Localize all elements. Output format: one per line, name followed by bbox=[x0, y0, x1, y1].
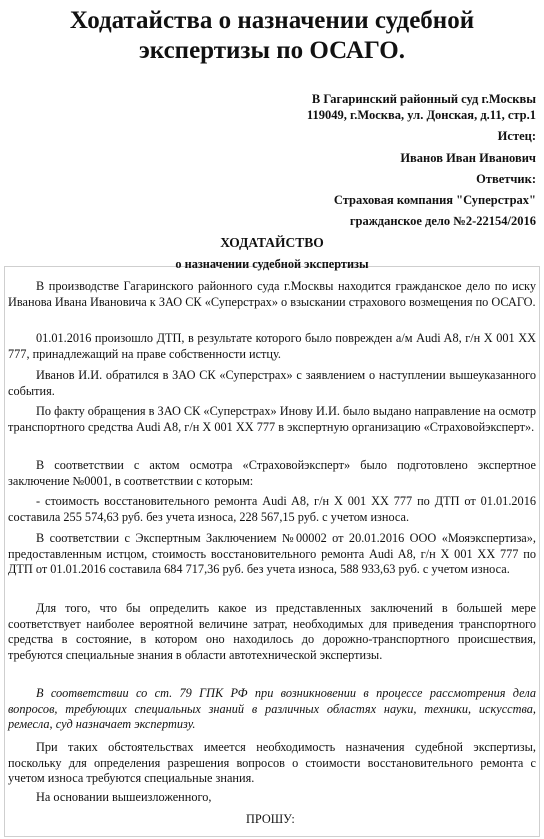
plaintiff-label: Истец: bbox=[497, 129, 536, 143]
paragraph: Иванов И.И. обратился в ЗАО СК «Суперстрах» с заявлением о наступлении вышеуказанного события. bbox=[8, 368, 536, 398]
court-name: В Гагаринский районный суд г.Москвы bbox=[311, 92, 536, 106]
paragraph: В производстве Гагаринского районного суда г.Москвы находится гражданское дело по иску Иванова Ивана Ивановича к ЗАО СК «Суперстрах» о взыскании страхового возмещения по ОСАГО. bbox=[8, 279, 536, 309]
paragraph: Для того, что бы определить какое из представленных заключений в большей мере соответствует наиболее вероятной величине затрат, необходимых для приведения транспортного средства в состояние, в котором оно находилось до дорожно-транспортного происшествия, требуются специальные знания в области автотехнической экспертизы. bbox=[8, 601, 536, 662]
page-title: Ходатайства о назначении судебной экспертизы по ОСАГО. bbox=[69, 7, 475, 64]
paragraph: - стоимость восстановительного ремонта Audi A8, г/н Х 001 ХХ 777 по ДТП от 01.01.2016 составила 255 574,63 руб. без учета износа, 228 567,15 руб. с учетом износа. bbox=[8, 494, 536, 524]
plaintiff-name: Иванов Иван Иванович bbox=[400, 151, 536, 165]
defendant-name: Страховая компания "Суперстрах" bbox=[333, 193, 536, 207]
paragraph: На основании вышеизложенного, bbox=[36, 790, 212, 804]
paragraph: В соответствии с Экспертным Заключением №00002 от 20.01.2016 ООО «Мояэкспертиза», предоставленным истцом, стоимость восстановительного ремонта Audi A8, г/н Х 001 ХХ 777 по ДТП от 01.01.2016 составила 684 717,36 руб. без учета износа, 588 933,63 руб. с учетом износа. bbox=[8, 531, 536, 576]
paragraph: 01.01.2016 произошло ДТП, в результате которого было поврежден а/м Audi A8, г/н Х 001 ХХ 777, принадлежащий на праве собственности истцу. bbox=[8, 331, 536, 361]
paragraph: При таких обстоятельствах имеется необходимость назначения судебной экспертизы, поскольку для определения разрешения вопросов о стоимости восстановительного ремонта с учетом износа требуются специальные знания. bbox=[8, 740, 536, 785]
closing-request: ПРОШУ: bbox=[246, 812, 295, 826]
document-heading: ХОДАТАЙСТВО bbox=[220, 235, 324, 250]
case-number: гражданское дело №2-22154/2016 bbox=[349, 214, 536, 228]
court-address: 119049, г.Москва, ул. Донская, д.11, стр.1 bbox=[306, 108, 536, 122]
paragraph: По факту обращения в ЗАО СК «Суперстрах» Инову И.И. было выдано направление на осмотр транспортного средства Audi A8, г/н Х 001 ХХ 777 в экспертную организацию «Страховойэксперт». bbox=[8, 404, 536, 434]
paragraph: В соответствии с актом осмотра «Страховойэксперт» было подготовлено экспертное заключение №0001, в соответствии с которым: bbox=[8, 458, 536, 488]
document-subheading: о назначении судебной экспертизы bbox=[175, 257, 369, 271]
paragraph-italic: В соответствии со ст. 79 ГПК РФ при возникновении в процессе рассмотрения дела вопросов, требующих специальных знаний в различных областях науки, техники, искусства, ремесла, суд назначает экспертизу. bbox=[8, 686, 536, 731]
defendant-label: Ответчик: bbox=[476, 172, 536, 186]
